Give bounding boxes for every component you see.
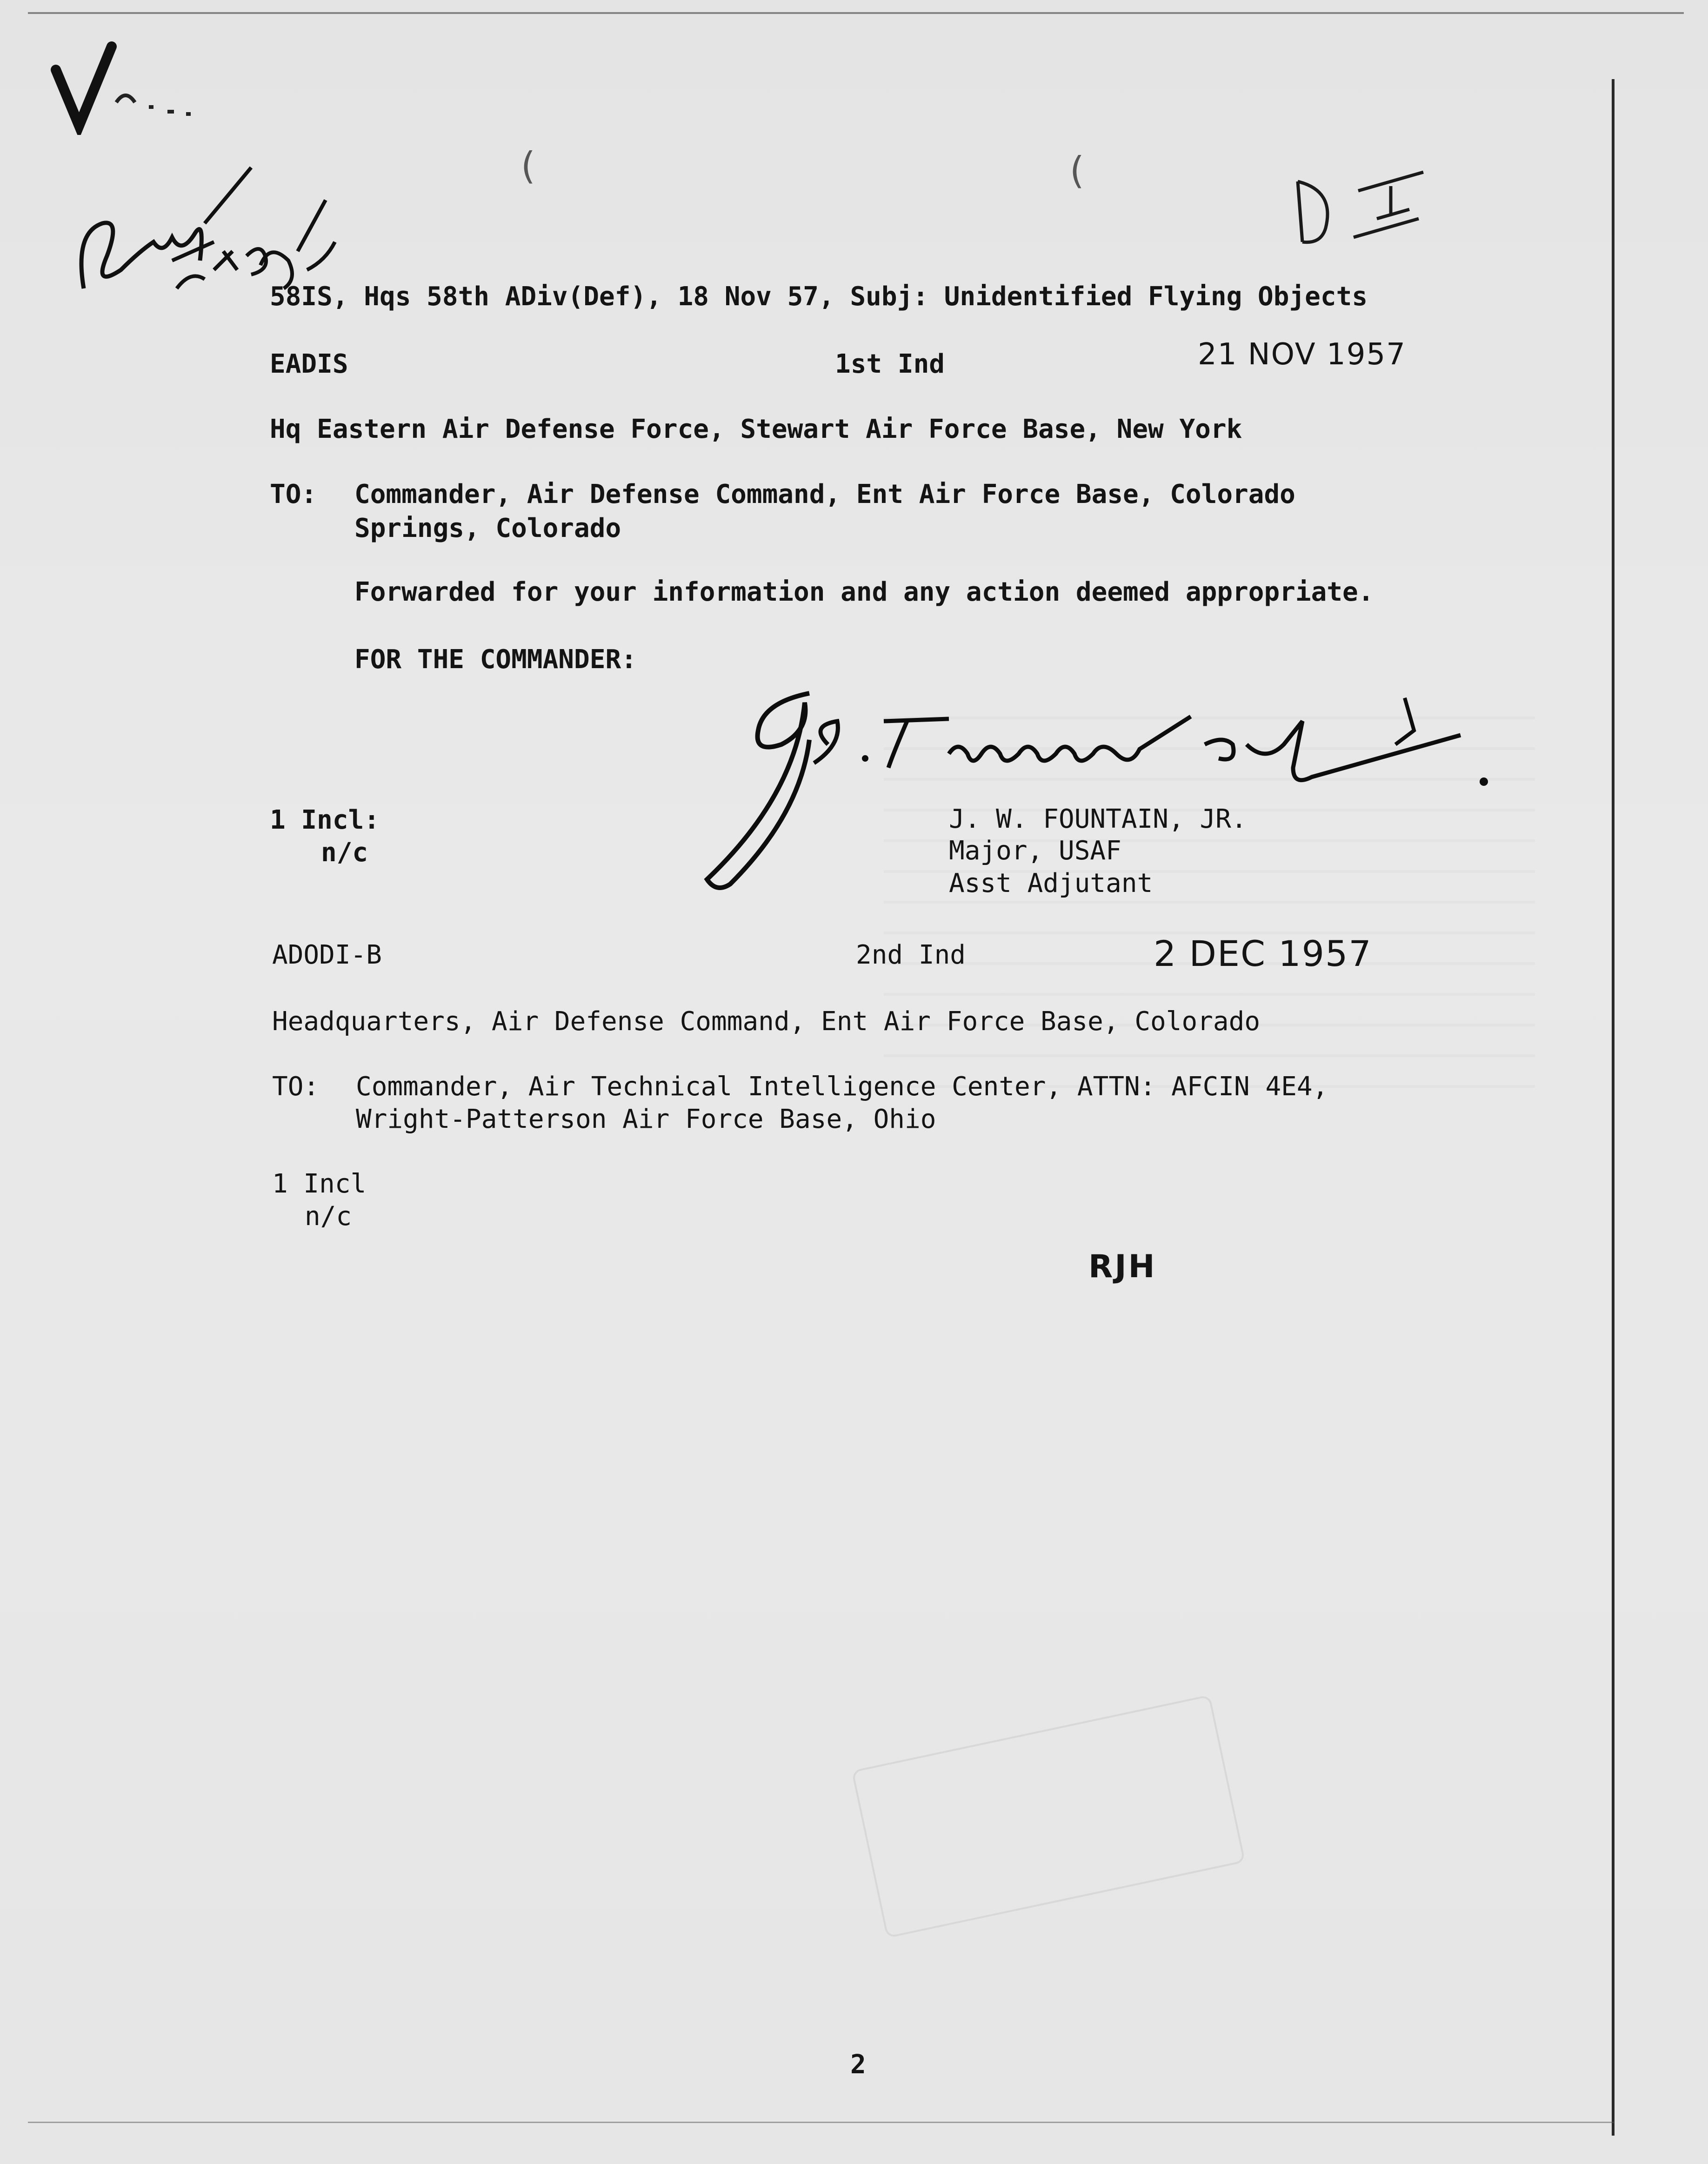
handwritten-initials: RJH [1088, 1248, 1157, 1285]
first-ind-office: EADIS [270, 349, 348, 379]
page-edge-top [28, 12, 1684, 14]
page-edge-bottom [28, 2122, 1614, 2123]
second-ind-label: 2nd Ind [856, 940, 966, 970]
first-ind-incl-2: n/c [321, 837, 368, 868]
second-ind-to-line2: Wright-Patterson Air Force Base, Ohio [356, 1104, 936, 1134]
first-ind-to-label: TO: [270, 479, 317, 509]
signer-title: Asst Adjutant [949, 868, 1153, 898]
subject-header: 58IS, Hqs 58th ADiv(Def), 18 Nov 57, Subj: Unidentified Flying Objects [270, 281, 1368, 312]
first-ind-body: Forwarded for your information and any action deemed appropriate. [354, 577, 1374, 607]
faint-received-stamp [851, 1695, 1245, 1938]
first-ind-to-line2: Springs, Colorado [354, 513, 621, 543]
handwritten-checkmark [47, 33, 242, 135]
second-ind-incl-1: 1 Incl [272, 1169, 367, 1199]
signer-name: J. W. FOUNTAIN, JR. [949, 804, 1247, 834]
page-number: 2 [850, 2050, 866, 2080]
first-ind-label: 1st Ind [835, 349, 945, 379]
first-ind-from: Hq Eastern Air Defense Force, Stewart Air Force Base, New York [270, 414, 1242, 444]
signer-rank: Major, USAF [949, 836, 1121, 866]
first-ind-incl-1: 1 Incl: [270, 805, 380, 835]
second-ind-date-stamp: 2 DEC 1957 [1154, 933, 1372, 974]
first-ind-date-stamp: 21 NOV 1957 [1198, 337, 1406, 372]
for-the-commander: FOR THE COMMANDER: [354, 644, 637, 675]
second-ind-from: Headquarters, Air Defense Command, Ent Air Force Base, Colorado [272, 1006, 1261, 1037]
second-ind-to-line1: Commander, Air Technical Intelligence Center, ATTN: AFCIN 4E4, [356, 1072, 1328, 1102]
second-ind-to-label: TO: [272, 1072, 320, 1102]
second-ind-office: ADODI-B [272, 940, 382, 970]
page-edge-right [1612, 79, 1615, 2136]
second-ind-incl-2: n/c [305, 1201, 352, 1232]
first-ind-to-line1: Commander, Air Defense Command, Ent Air Force Base, Colorado [354, 479, 1295, 509]
handwritten-di-mark [1284, 163, 1442, 256]
punch-mark-1: ( [516, 144, 539, 188]
punch-mark-2: ( [1065, 149, 1088, 192]
